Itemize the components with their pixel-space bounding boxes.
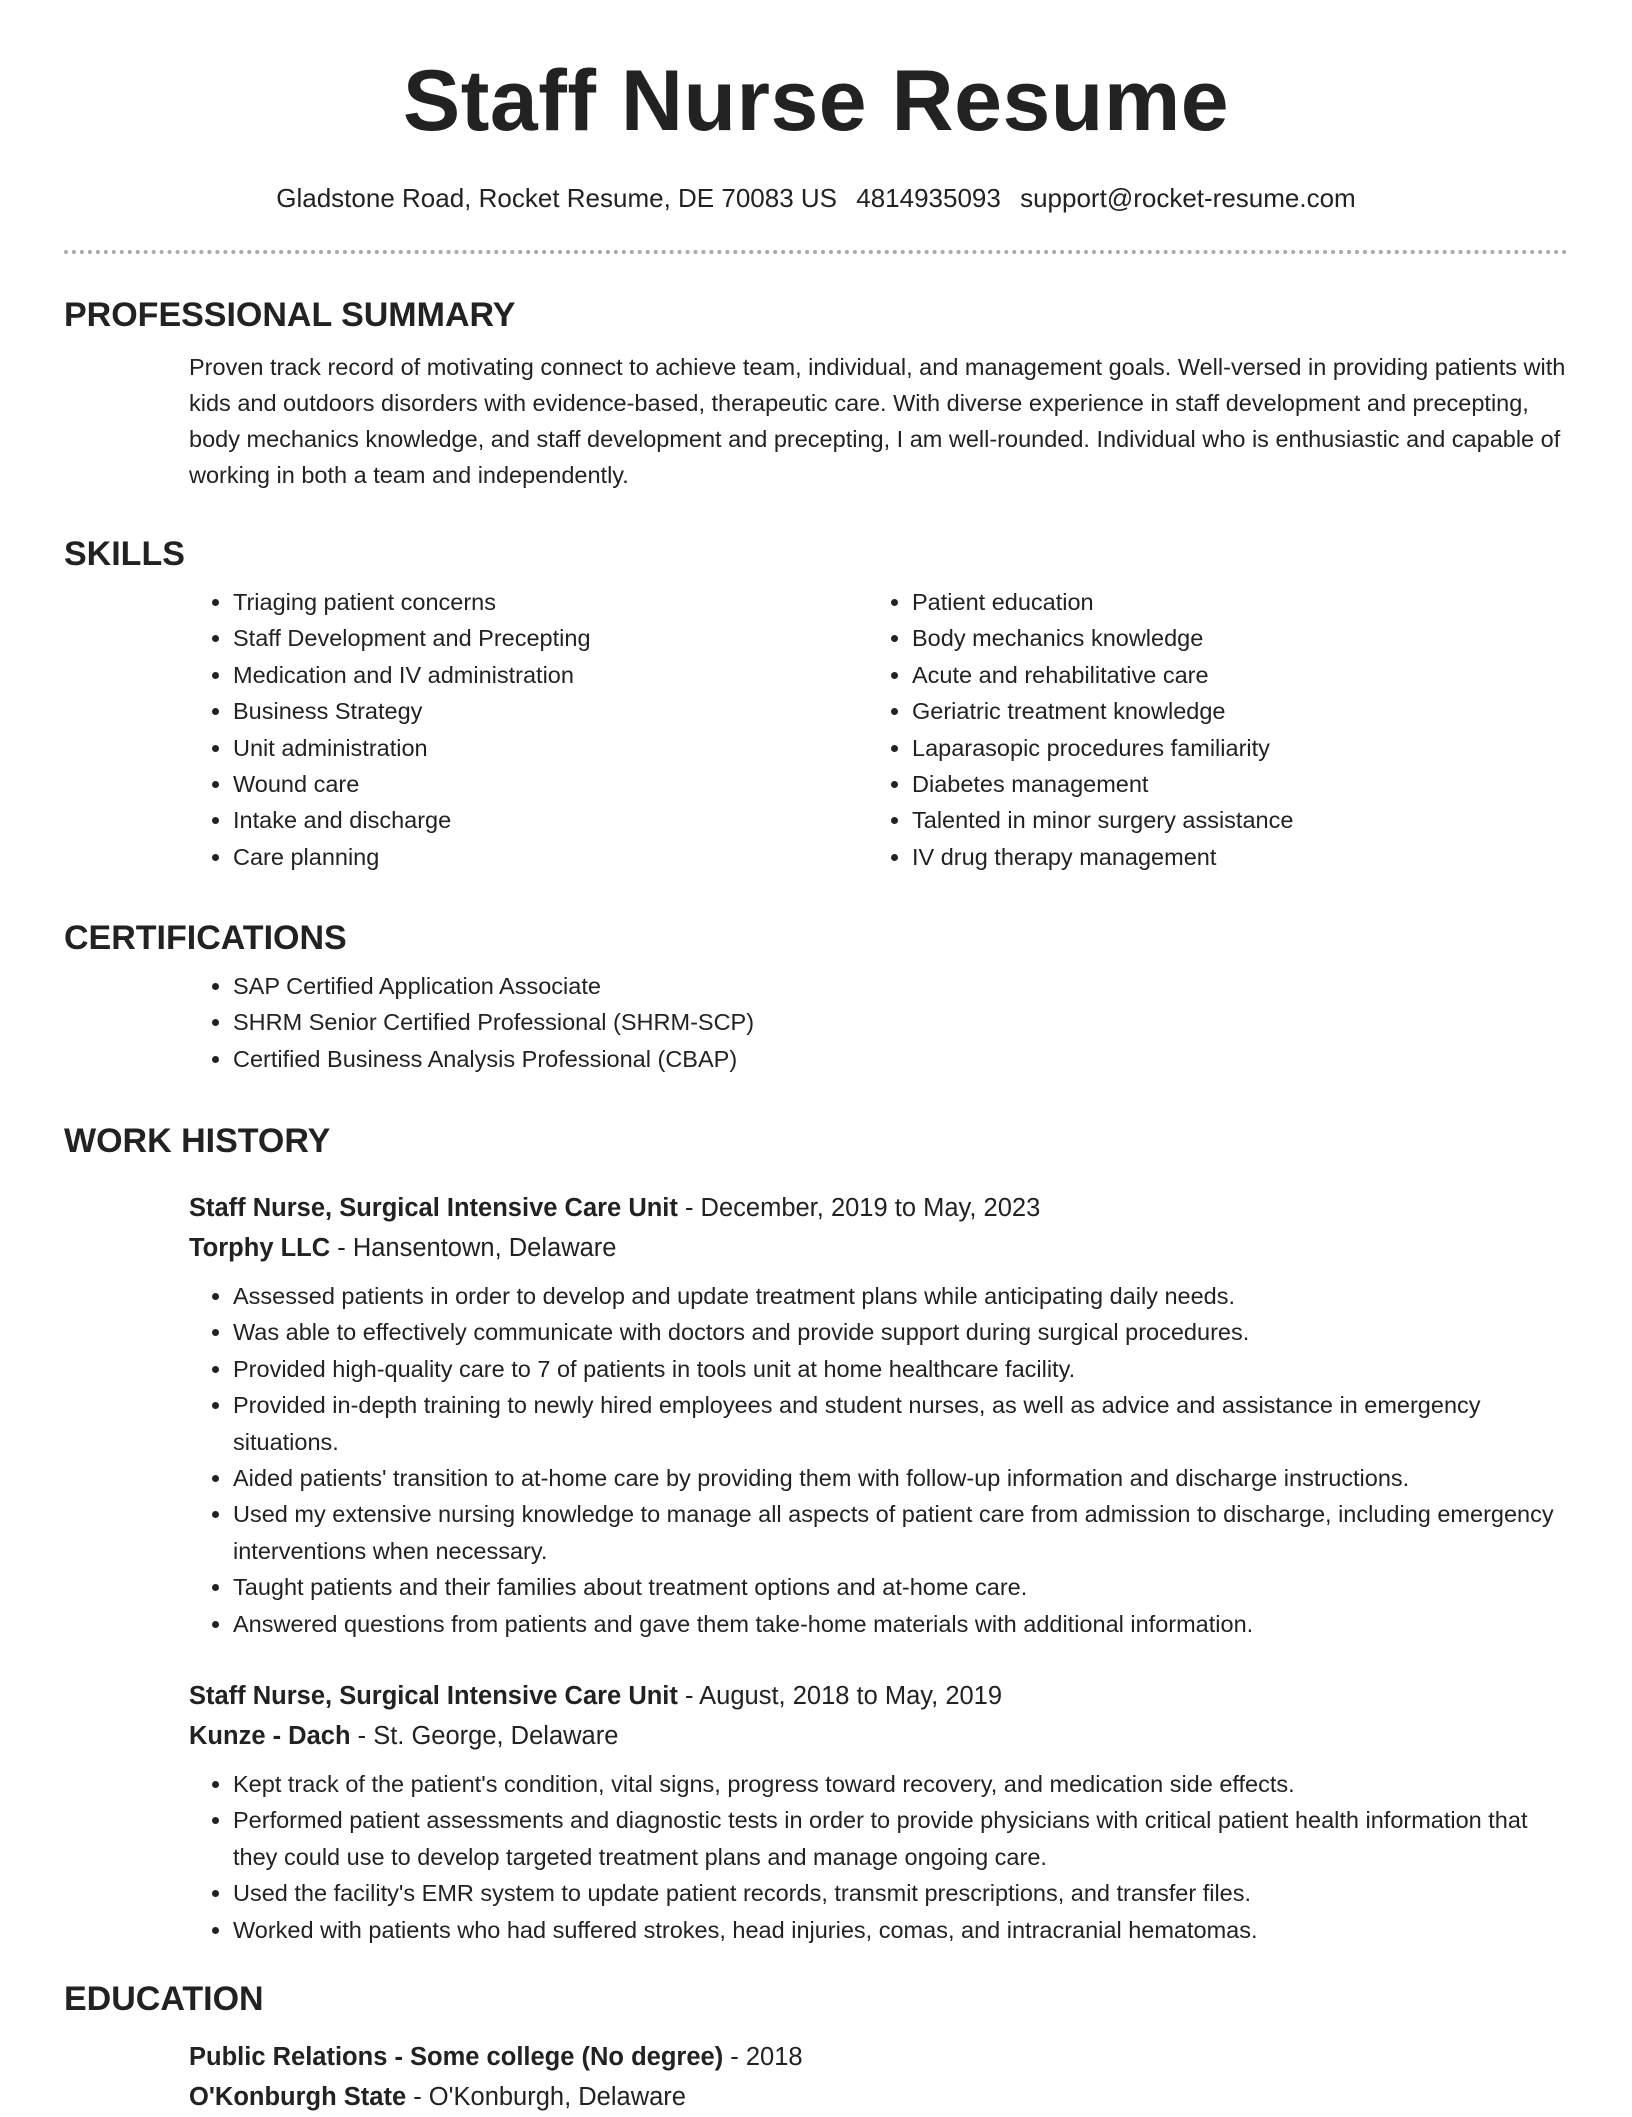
contact-line xyxy=(0,183,1632,214)
job-entry xyxy=(64,1676,1568,1948)
job-duty: • Answered questions from patients and gave them take-home materials with additional information. xyxy=(233,1606,1568,1642)
job-duty: • Assessed patients in order to develop and update treatment plans while anticipating daily needs. xyxy=(233,1278,1568,1314)
certification-item: • SHRM Senior Certified Professional (SHRM-SCP) xyxy=(233,1004,1568,1040)
skills-section xyxy=(64,535,1568,875)
skills-list-left xyxy=(189,584,868,875)
skill-item: • Patient education xyxy=(912,584,1293,620)
job-title: Staff Nurse, Surgical Intensive Care Unit xyxy=(189,1194,678,1222)
skill-item: • Triaging patient concerns xyxy=(233,584,868,620)
work-history-heading: WORK HISTORY xyxy=(64,1122,331,1160)
certification-item: • SAP Certified Application Associate xyxy=(233,968,1568,1004)
job-duty: • Provided high-quality care to 7 of patients in tools unit at home healthcare facility. xyxy=(233,1351,1568,1387)
summary-section xyxy=(64,296,1568,493)
job-duty: • Provided in-depth training to newly hired employees and student nurses, as well as advice and assistance in emergency situations. xyxy=(233,1387,1568,1460)
skills-list-right xyxy=(868,584,1293,875)
skill-item: • Wound care xyxy=(233,766,868,802)
skill-item: • Laparasopic procedures familiarity xyxy=(912,730,1293,766)
certification-item: • Certified Business Analysis Professional (CBAP) xyxy=(233,1041,1568,1077)
job-location: - Hansentown, Delaware xyxy=(330,1234,617,1262)
job-title-line xyxy=(189,1188,1568,1228)
education-heading: EDUCATION xyxy=(64,1980,264,2018)
skills-column-left xyxy=(189,584,868,875)
skill-item: • Intake and discharge xyxy=(233,802,868,838)
job-entry xyxy=(64,1188,1568,1642)
certifications-section xyxy=(64,919,1568,1077)
job-duty: • Taught patients and their families about treatment options and at-home care. xyxy=(233,1569,1568,1605)
skill-item: • Body mechanics knowledge xyxy=(912,620,1293,656)
job-duty: • Worked with patients who had suffered strokes, head injuries, comas, and intracranial hematomas. xyxy=(233,1912,1568,1948)
job-company-line xyxy=(189,1716,1568,1756)
job-dates: - August, 2018 to May, 2019 xyxy=(677,1682,1003,1710)
job-duty: • Used my extensive nursing knowledge to manage all aspects of patient care from admission to discharge, including emergency interventions when necessary. xyxy=(233,1496,1568,1569)
resume-title: Staff Nurse Resume xyxy=(402,53,1230,149)
skill-item: • IV drug therapy management xyxy=(912,839,1293,875)
education-location: - O'Konburgh, Delaware xyxy=(406,2083,686,2111)
job-title: Staff Nurse, Surgical Intensive Care Unit xyxy=(189,1682,678,1710)
skill-item: • Geriatric treatment knowledge xyxy=(912,693,1293,729)
job-duty: • Aided patients' transition to at-home care by providing them with follow-up information and discharge instructions. xyxy=(233,1460,1568,1496)
skill-item: • Care planning xyxy=(233,839,868,875)
job-duty: • Performed patient assessments and diagnostic tests in order to provide physicians with critical patient health information that they could use to develop targeted treatment plans and manage ongoing care. xyxy=(233,1802,1568,1875)
education-school: O'Konburgh State xyxy=(189,2083,407,2111)
skill-item: • Business Strategy xyxy=(233,693,868,729)
skills-heading: SKILLS xyxy=(64,535,185,573)
summary-text: Proven track record of motivating connect to achieve team, individual, and management goals. Well-versed in providing patients with kids and outdoors disorders with evidence-based, therapeutic care. With diverse experience in staff development and precepting, body mechanics knowledge, and staff development and precepting, I am well-rounded. Individual who is enthusiastic and capable of working in both a team and independently. xyxy=(189,354,1566,488)
skill-item: • Talented in minor surgery assistance xyxy=(912,802,1293,838)
education-year: - 2018 xyxy=(723,2043,803,2071)
skill-item: • Acute and rehabilitative care xyxy=(912,657,1293,693)
skill-item: • Unit administration xyxy=(233,730,868,766)
contact-email: support@rocket-resume.com xyxy=(1020,183,1356,213)
certifications-list xyxy=(189,968,1568,1077)
job-title-line xyxy=(189,1676,1568,1716)
skill-item: • Diabetes management xyxy=(912,766,1293,802)
job-duties-list xyxy=(189,1278,1568,1642)
skill-item: • Staff Development and Precepting xyxy=(233,620,868,656)
job-company: Torphy LLC xyxy=(189,1234,331,1262)
job-company-line xyxy=(189,1228,1568,1268)
job-company: Kunze - Dach xyxy=(189,1722,351,1750)
job-duty: • Used the facility's EMR system to update patient records, transmit prescriptions, and transfer files. xyxy=(233,1875,1568,1911)
job-duties-list xyxy=(189,1766,1568,1948)
education-section xyxy=(64,1980,1568,2117)
contact-address: Gladstone Road, Rocket Resume, DE 70083 US xyxy=(276,183,838,213)
work-history-section xyxy=(64,1122,1568,1161)
contact-phone: 4814935093 xyxy=(856,183,1001,213)
education-degree: Public Relations - Some college (No degree) xyxy=(189,2043,724,2071)
education-degree-line xyxy=(189,2037,1568,2077)
skill-item: • Medication and IV administration xyxy=(233,657,868,693)
job-location: - St. George, Delaware xyxy=(350,1722,619,1750)
certifications-heading: CERTIFICATIONS xyxy=(64,919,347,957)
skills-column-right xyxy=(868,584,1293,875)
summary-heading: PROFESSIONAL SUMMARY xyxy=(64,296,516,334)
job-duty: • Was able to effectively communicate with doctors and provide support during surgical procedures. xyxy=(233,1314,1568,1350)
education-school-line xyxy=(189,2077,1568,2117)
job-duty: • Kept track of the patient's condition, vital signs, progress toward recovery, and medication side effects. xyxy=(233,1766,1568,1802)
header-divider xyxy=(64,250,1568,254)
job-dates: - December, 2019 to May, 2023 xyxy=(677,1194,1041,1222)
skills-grid xyxy=(189,584,1568,875)
